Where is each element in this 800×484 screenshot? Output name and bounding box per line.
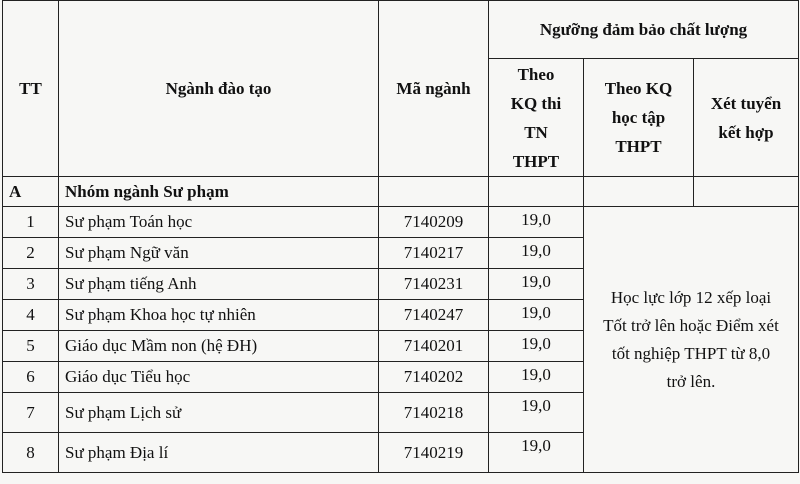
row-tt: 2: [3, 238, 59, 269]
row-code: 7140202: [379, 362, 489, 393]
row-name: Sư phạm Lịch sử: [59, 393, 379, 433]
row-tt: 3: [3, 269, 59, 300]
group-score-empty: [489, 177, 584, 207]
row-tt: 4: [3, 300, 59, 331]
row-tt: 5: [3, 331, 59, 362]
row-code: 7140218: [379, 393, 489, 433]
group-record-empty: [584, 177, 694, 207]
row-code: 7140231: [379, 269, 489, 300]
row-name: Giáo dục Mầm non (hệ ĐH): [59, 331, 379, 362]
row-code: 7140201: [379, 331, 489, 362]
row-score: 19,0: [489, 269, 584, 300]
header-by-record-text: Theo KQ học tập THPT: [604, 79, 673, 156]
row-name: Sư phạm Ngữ văn: [59, 238, 379, 269]
header-by-record: [584, 59, 694, 177]
header-by-exam-text: Theo KQ thi TN THPT: [510, 64, 562, 171]
row-name: Sư phạm Toán học: [59, 207, 379, 238]
header-threshold-text: Ngưỡng đảm bảo chất lượng: [539, 19, 748, 39]
row-score: 19,0: [489, 207, 584, 238]
group-row: [3, 177, 799, 207]
row-code: 7140217: [379, 238, 489, 269]
row-tt: 6: [3, 362, 59, 393]
admissions-table: [2, 0, 799, 473]
row-code: 7140247: [379, 300, 489, 331]
header-code: Mã ngành: [379, 1, 489, 177]
header-tt: TT: [3, 1, 59, 177]
group-id: A: [3, 177, 59, 207]
row-score: 19,0: [489, 300, 584, 331]
header-by-exam: [489, 59, 584, 177]
row-name: Sư phạm Địa lí: [59, 433, 379, 473]
row-code: 7140219: [379, 433, 489, 473]
row-tt: 7: [3, 393, 59, 433]
group-name: Nhóm ngành Sư phạm: [59, 177, 379, 207]
header-major: Ngành đào tạo: [59, 1, 379, 177]
header-threshold: [489, 1, 799, 59]
group-combined-empty: [694, 177, 799, 207]
row-score: 19,0: [489, 331, 584, 362]
row-tt: 1: [3, 207, 59, 238]
group-code-empty: [379, 177, 489, 207]
row-score: 19,0: [489, 362, 584, 393]
row-name: Giáo dục Tiểu học: [59, 362, 379, 393]
row-score: 19,0: [489, 238, 584, 269]
row-name: Sư phạm tiếng Anh: [59, 269, 379, 300]
row-score: 19,0: [489, 393, 584, 433]
row-name: Sư phạm Khoa học tự nhiên: [59, 300, 379, 331]
table-row: [3, 207, 799, 238]
note-cell: [584, 207, 799, 473]
note-text: Học lực lớp 12 xếp loại Tốt trở lên hoặc Điểm xét tốt nghiệp THPT từ 8,0 trở lên.: [603, 287, 779, 391]
row-code: 7140209: [379, 207, 489, 238]
row-score: 19,0: [489, 433, 584, 473]
row-tt: 8: [3, 433, 59, 473]
header-combined-text: Xét tuyển kết hợp: [710, 93, 782, 142]
header-combined: [694, 59, 799, 177]
